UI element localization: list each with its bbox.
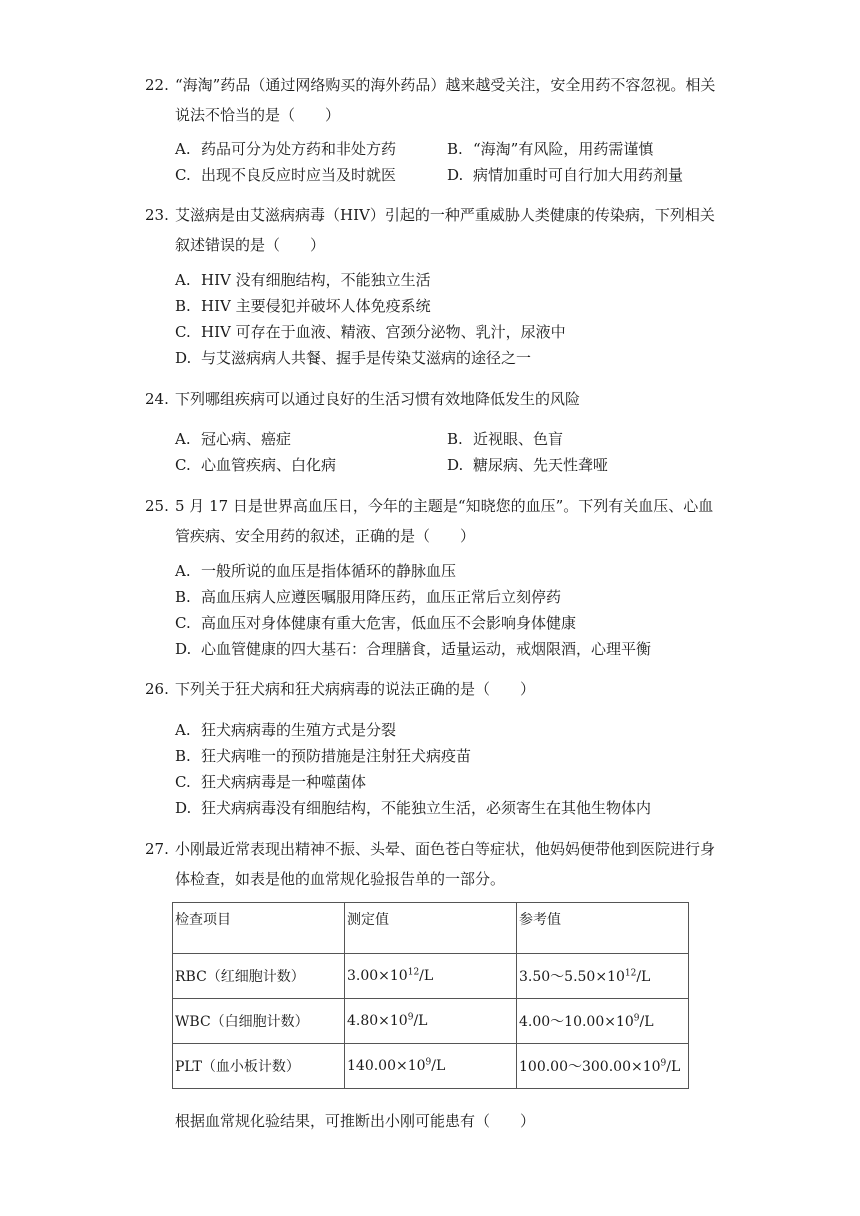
table-cell-measured: $140.00\times 10^9/L$: [345, 1044, 517, 1089]
question-number: 24.: [145, 390, 169, 408]
table-cell-item: PLT（血小板计数）: [173, 1044, 345, 1089]
question-stem: 5 月 17 日是世界高血压日，今年的主题是“知晓您的血压”。下列有关血压、心血管疾病、安全用药的叙述，正确的是（ ）: [175, 497, 714, 545]
table-header-row: [173, 903, 689, 954]
table-header-cell: 检查项目: [173, 903, 345, 954]
blood-test-table: [172, 902, 689, 1089]
option-d: D. 狂犬病病毒没有细胞结构，不能独立生活，必须寄生在其他生物体内: [175, 799, 652, 817]
option-b: B. 高血压病人应遵医嘱服用降压药，血压正常后立刻停药: [175, 588, 562, 606]
option-a: A. 狂犬病病毒的生殖方式是分裂: [175, 721, 397, 739]
question-number: 23.: [145, 206, 169, 224]
option-c: C. 狂犬病病毒是一种噬菌体: [175, 773, 367, 791]
option-c: C. HIV 可存在于血液、精液、宫颈分泌物、乳汁，尿液中: [175, 323, 566, 341]
question-number: 22.: [145, 76, 169, 94]
question-stem: 艾滋病是由艾滋病病毒（HIV）引起的一种严重威胁人类健康的传染病，下列相关叙述错误的是（ ）: [175, 206, 715, 254]
question-stem: 下列关于狂犬病和狂犬病病毒的说法正确的是（ ）: [175, 680, 536, 698]
question-number: 25.: [145, 497, 169, 515]
question-number: 26.: [145, 680, 169, 698]
option-d: D. 病情加重时可自行加大用药剂量: [447, 166, 684, 184]
table-row: [173, 954, 689, 999]
question-number: 27.: [145, 840, 169, 858]
question-stem: 小刚最近常表现出精神不振、头晕、面色苍白等症状，他妈妈便带他到医院进行身体检查，如表是他的血常规化验报告单的一部分。: [175, 840, 716, 888]
table-row: [173, 999, 689, 1044]
option-b: B. HIV 主要侵犯并破坏人体免疫系统: [175, 297, 431, 315]
question-25: [145, 491, 725, 551]
table-cell-reference: $100.00\sim 300.00\times 10^9/L$: [517, 1044, 689, 1089]
option-d: D. 与艾滋病病人共餐、握手是传染艾滋病的途径之一: [175, 349, 532, 367]
question-stem: 下列哪组疾病可以通过良好的生活习惯有效地降低发生的风险: [175, 390, 581, 408]
option-a: A. 冠心病、癌症: [175, 430, 292, 448]
question-stem: “海淘”药品（通过网络购买的海外药品）越来越受关注，安全用药不容忽视。相关说法不恰当的是（ ）: [175, 76, 716, 124]
table-row: [173, 1044, 689, 1089]
option-a: A. 一般所说的血压是指体循环的静脉血压: [175, 562, 457, 580]
options-22: [175, 136, 735, 188]
option-b: B. 狂犬病唯一的预防措施是注射狂犬病疫苗: [175, 747, 472, 765]
options-24: [175, 426, 735, 478]
table-cell-measured: $3.00\times 10^{12}/L$: [345, 954, 517, 999]
table-cell-measured: $4.80\times 10^9/L$: [345, 999, 517, 1044]
table-header-cell: 参考值: [517, 903, 689, 954]
option-c: C. 高血压对身体健康有重大危害，低血压不会影响身体健康: [175, 614, 577, 632]
table-header-cell: 测定值: [345, 903, 517, 954]
option-c: C. 心血管疾病、白化病: [175, 456, 337, 474]
option-d: D. 心血管健康的四大基石：合理膳食，适量运动，戒烟限酒，心理平衡: [175, 640, 652, 658]
table-cell-item: WBC（白细胞计数）: [173, 999, 345, 1044]
options-25: [175, 558, 735, 662]
question-27: [145, 834, 725, 894]
question-24: [145, 384, 725, 414]
question-23: [145, 200, 725, 260]
question-27-prompt: 根据血常规化验结果，可推断出小刚可能患有（ ）: [175, 1112, 536, 1130]
table-cell-reference: $3.50\sim 5.50\times 10^{12}/L$: [517, 954, 689, 999]
question-26: [145, 674, 725, 704]
option-b: B. “海淘”有风险，用药需谨慎: [447, 140, 654, 158]
options-23: [175, 267, 735, 371]
options-26: [175, 717, 735, 821]
table-cell-item: RBC（红细胞计数）: [173, 954, 345, 999]
option-a: A. HIV 没有细胞结构，不能独立生活: [175, 271, 431, 289]
question-22: [145, 70, 725, 130]
table-cell-reference: $4.00\sim 10.00\times 10^9/L$: [517, 999, 689, 1044]
option-b: B. 近视眼、色盲: [447, 430, 564, 448]
option-d: D. 糖尿病、先天性聋哑: [447, 456, 609, 474]
option-c: C. 出现不良反应时应当及时就医: [175, 166, 397, 184]
option-a: A. 药品可分为处方药和非处方药: [175, 140, 397, 158]
